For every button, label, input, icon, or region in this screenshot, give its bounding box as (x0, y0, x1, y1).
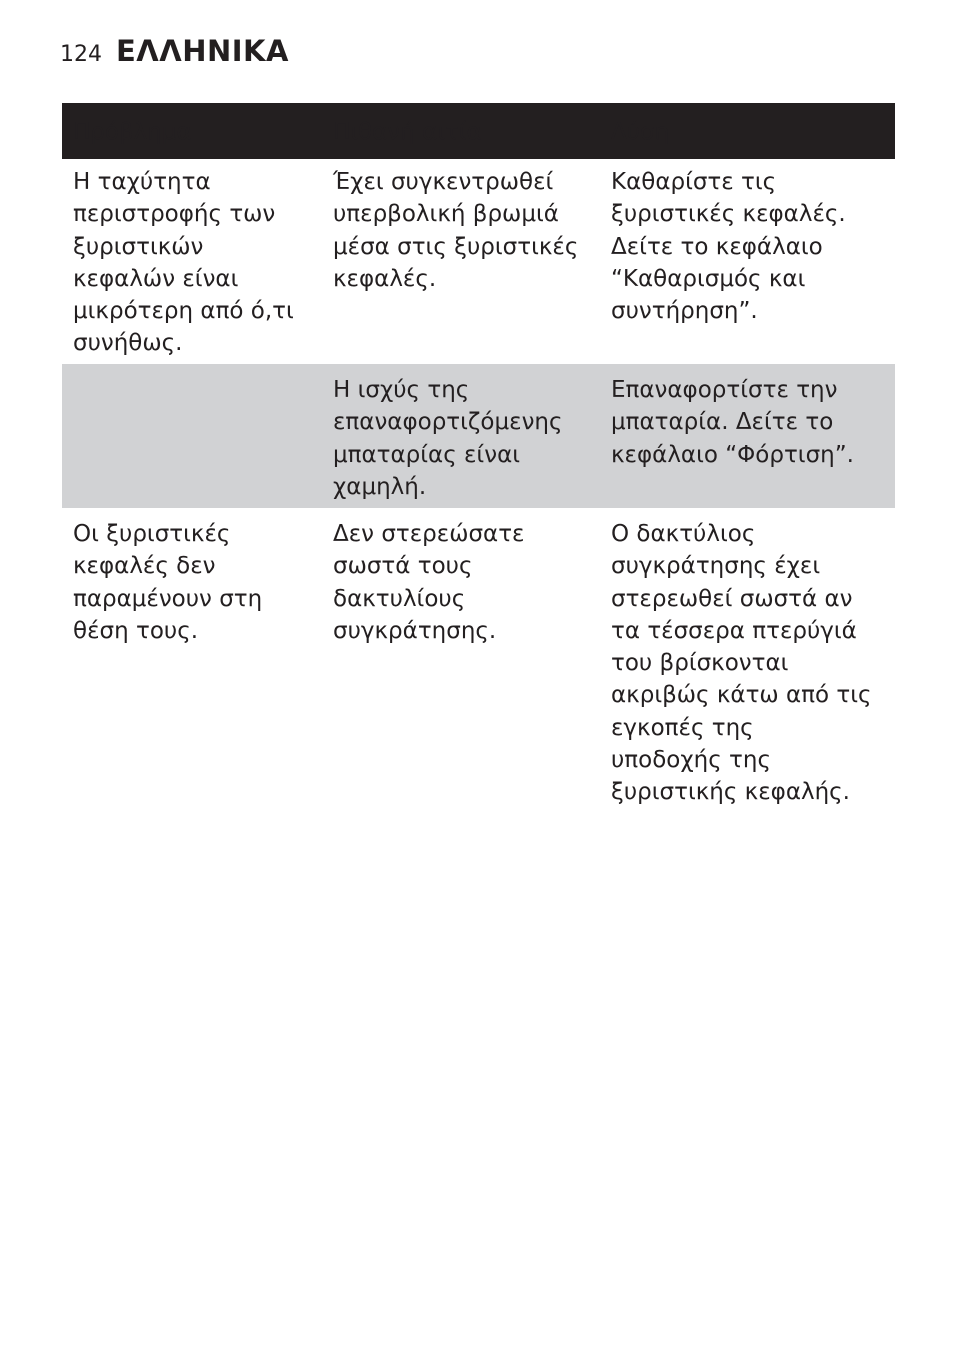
solution-cell (600, 166, 895, 327)
cause-cell (322, 518, 600, 647)
problem-text-line: κεφαλές δεν (73, 553, 216, 580)
cause-text-line: συγκράτησης. (333, 617, 497, 644)
cause-text-line: Έχει συγκεντρωθεί (333, 169, 554, 195)
solution-text-line: Καθαρίστε τις (611, 169, 777, 195)
solution-text-line: συντήρηση”. (611, 298, 758, 325)
problem-text-line: Η ταχύτητα (73, 169, 211, 195)
section-title: ΕΛΛΗΝΙΚΑ (116, 34, 289, 68)
solution-text-line: τα τέσσερα πτερύγιά (611, 617, 857, 644)
problem-text-line: μικρότερη από ό,τι (73, 298, 294, 325)
problem-text-line: περιστροφής των (73, 201, 276, 228)
solution-text-line: υποδοχής της (611, 747, 771, 774)
table-row (62, 364, 895, 508)
cause-text-line: υπερβολική βρωμιά (333, 201, 559, 228)
cause-cell (322, 374, 600, 503)
problem-text-line: παραμένουν στη (73, 585, 263, 612)
table-header-row (62, 103, 895, 159)
solution-text-line: εγκοπές της (611, 714, 754, 741)
problem-text-line: κεφαλών είναι (73, 265, 239, 292)
cause-text-line: δακτυλίους (333, 585, 466, 612)
cause-text-line: επαναφορτιζόμενης (333, 409, 563, 436)
solution-text-line: συγκράτησης έχει (611, 553, 821, 580)
cause-text-line: Δεν στερεώσατε (333, 521, 525, 547)
solution-text-line: ακριβώς κάτω από τις (611, 682, 872, 709)
solution-text-line: ξυριστικές κεφαλές. (611, 201, 846, 228)
solution-text-line: του βρίσκονται (611, 650, 789, 677)
column-header-solution: Λύση (611, 119, 670, 145)
problem-text-line: θέση τους. (73, 617, 199, 644)
cause-text-line: κεφαλές. (333, 265, 437, 292)
solution-text-line: “Καθαρισμός και (611, 265, 806, 292)
solution-text-line: στερεωθεί σωστά αν (611, 585, 853, 612)
cause-cell (322, 166, 600, 295)
solution-text-line: Δείτε το κεφάλαιο (611, 233, 823, 260)
solution-cell (600, 374, 895, 471)
troubleshooting-table (62, 103, 895, 808)
solution-text-line: μπαταρία. Δείτε το (611, 409, 834, 436)
solution-cell (600, 518, 895, 809)
solution-text-line: ξυριστικής κεφαλής. (611, 779, 850, 806)
problem-text-line: συνήθως. (73, 330, 183, 357)
column-header-cause: Πιθανή αιτία (333, 119, 482, 145)
table-row (62, 159, 895, 364)
page-header (60, 34, 289, 68)
column-header-problem: Πρόβλημα (73, 119, 192, 145)
problem-text-line: ξυριστικών (73, 233, 204, 260)
cause-text-line: μπαταρίας είναι (333, 441, 521, 468)
solution-text-line: Ο δακτύλιος (611, 521, 756, 547)
solution-text-line: κεφάλαιο “Φόρτιση”. (611, 441, 854, 468)
solution-text-line: Επαναφορτίστε την (611, 377, 838, 403)
cause-text-line: σωστά τους (333, 553, 473, 580)
problem-cell (62, 166, 322, 360)
cause-text-line: μέσα στις ξυριστικές (333, 233, 579, 260)
problem-text-line: Οι ξυριστικές (73, 521, 231, 547)
table-row (62, 508, 895, 808)
cause-text-line: χαμηλή. (333, 473, 427, 500)
problem-cell (62, 518, 322, 647)
cause-text-line: Η ισχύς της (333, 377, 470, 403)
page-number: 124 (60, 42, 102, 67)
